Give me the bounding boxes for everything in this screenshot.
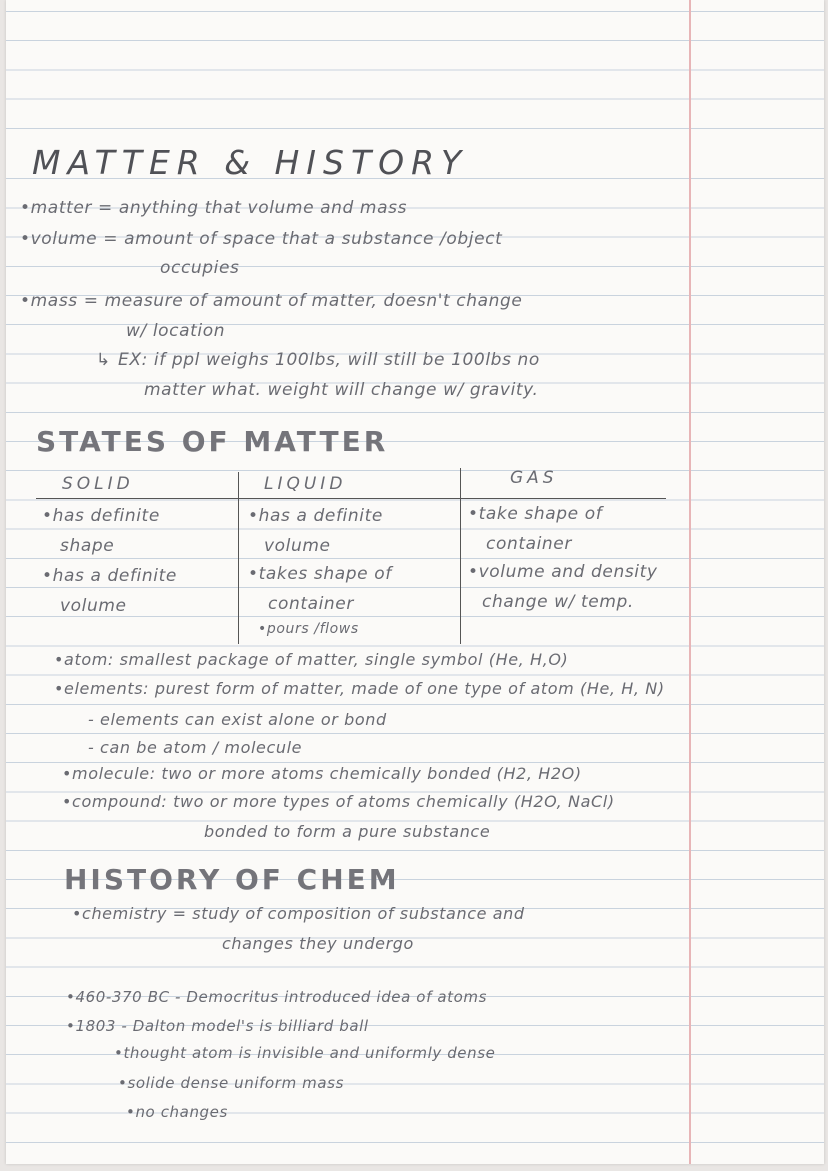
liquid-line-5: • pours /flows xyxy=(258,622,359,636)
compound-definition-cont: bonded to form a pure substance xyxy=(204,822,491,841)
molecule-definition: • molecule: two or more atoms chemically bonded (H2, H2O) xyxy=(62,766,582,782)
liquid-line-2: volume xyxy=(264,536,331,556)
elements-note-2: - can be atom / molecule xyxy=(88,738,303,757)
gas-line-4: change w/ temp. xyxy=(482,592,634,612)
definition-volume: • volume = amount of space that a substance /object xyxy=(20,231,502,248)
liquid-line-3: • takes shape of xyxy=(248,566,392,583)
history-dalton: • 1803 - Dalton model's is billiard ball xyxy=(66,1019,369,1034)
definition-mass: • mass = measure of amount of matter, doesn't change xyxy=(20,293,522,310)
col-header-liquid: LIQUID xyxy=(264,474,347,494)
history-democritus: • 460-370 BC - Democritus introduced idea of atoms xyxy=(66,990,487,1005)
atom-definition: • atom: smallest package of matter, single symbol (He, H,O) xyxy=(54,652,568,668)
compound-definition: • compound: two or more types of atoms chemically (H2O, NaCl) xyxy=(62,794,615,810)
page-title: MATTER & HISTORY xyxy=(32,143,469,182)
definition-volume-cont: occupies xyxy=(160,258,240,278)
states-heading: STATES OF MATTER xyxy=(36,425,389,458)
notebook-page xyxy=(6,0,824,1164)
chemistry-definition-cont: changes they undergo xyxy=(222,934,414,953)
definition-matter: • matter = anything that volume and mass xyxy=(20,200,407,217)
col-header-solid: SOLID xyxy=(62,474,134,494)
history-heading: HISTORY OF CHEM xyxy=(64,863,400,896)
liquid-line-1: • has a definite xyxy=(248,508,383,525)
solid-line-4: volume xyxy=(60,596,127,616)
definition-mass-cont: w/ location xyxy=(126,321,226,341)
example-arrow-icon: ↳ xyxy=(96,350,111,370)
col-header-gas: GAS xyxy=(510,468,558,488)
gas-line-2: container xyxy=(486,534,572,554)
example-line-1: EX: if ppl weighs 100lbs, will still be 100lbs no xyxy=(118,350,540,370)
table-divider-2 xyxy=(460,468,461,644)
elements-definition: • elements: purest form of matter, made of one type of atom (He, H, N) xyxy=(54,681,665,697)
dalton-note-1: • thought atom is invisible and uniformly dense xyxy=(114,1046,496,1061)
chemistry-definition: • chemistry = study of composition of substance and xyxy=(72,906,525,922)
dalton-note-2: • solide dense uniform mass xyxy=(118,1076,344,1091)
solid-line-3: • has a definite xyxy=(42,568,177,585)
gas-line-3: • volume and density xyxy=(468,564,658,581)
gas-line-1: • take shape of xyxy=(468,506,602,523)
solid-line-1: • has definite xyxy=(42,508,160,525)
example-line-2: matter what. weight will change w/ gravity. xyxy=(144,380,539,400)
liquid-line-4: container xyxy=(268,594,354,614)
table-divider-1 xyxy=(238,472,239,644)
solid-line-2: shape xyxy=(60,536,115,556)
dalton-note-3: • no changes xyxy=(126,1105,228,1120)
table-header-rule xyxy=(36,498,666,499)
elements-note-1: - elements can exist alone or bond xyxy=(88,710,387,729)
